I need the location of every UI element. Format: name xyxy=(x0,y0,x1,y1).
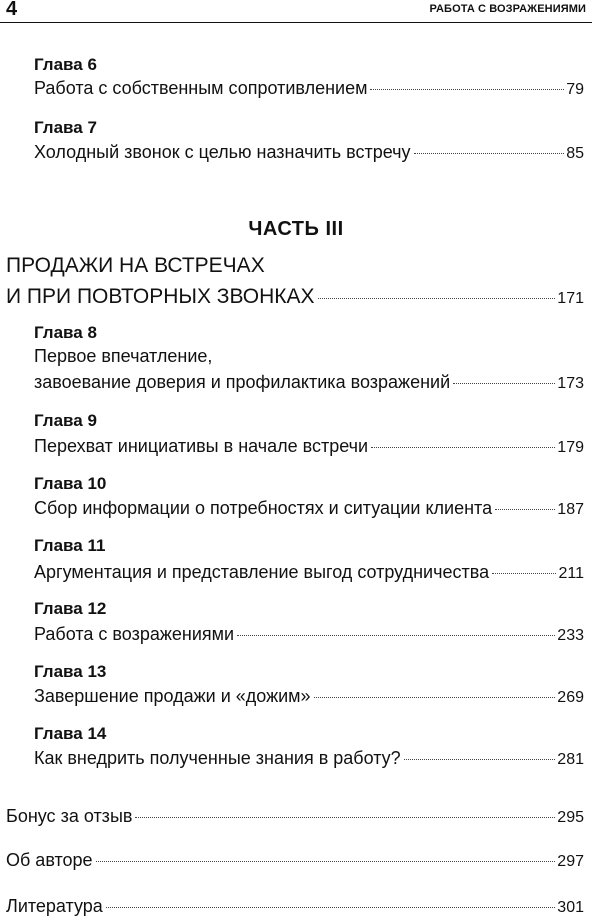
dot-leader xyxy=(314,697,556,698)
chapter-label: Глава 12 xyxy=(34,599,107,618)
toc-entry-title: Аргументация и представление выгод сотрудничества xyxy=(34,562,490,582)
dot-leader xyxy=(237,635,555,636)
toc-entry-page: 297 xyxy=(557,853,584,870)
dot-leader xyxy=(371,447,555,448)
part-label: ЧАСТЬ III xyxy=(248,218,344,240)
toc-entry-title: Перехват инициативы в начале встречи xyxy=(34,436,369,456)
toc-entry-back-matter[interactable] xyxy=(6,850,584,871)
toc-entry[interactable] xyxy=(34,562,584,583)
toc-entry-title: Холодный звонок с целью назначить встречу xyxy=(34,142,411,162)
toc-entry-page: 179 xyxy=(557,439,584,456)
toc-entry-page: 233 xyxy=(557,627,584,644)
toc-entry-title: Работа с собственным сопротивлением xyxy=(34,78,368,98)
toc-entry-title: Бонус за отзыв xyxy=(6,806,133,826)
toc-entry-page: 281 xyxy=(557,751,584,768)
toc-entry-title: завоевание доверия и профилактика возражений xyxy=(34,372,451,392)
dot-leader xyxy=(492,573,556,574)
toc-entry-page: 79 xyxy=(566,81,584,98)
toc-entry-page: 173 xyxy=(557,375,584,392)
toc-entry-page: 269 xyxy=(557,689,584,706)
chapter-label: Глава 9 xyxy=(34,411,97,430)
toc-entry-page: 211 xyxy=(558,565,584,582)
dot-leader xyxy=(370,89,564,90)
toc-entry-title: Как внедрить полученные знания в работу? xyxy=(34,748,401,768)
toc-entry-page: 85 xyxy=(566,145,584,162)
dot-leader xyxy=(135,817,555,818)
toc-entry-title: И ПРИ ПОВТОРНЫХ ЗВОНКАХ xyxy=(6,285,315,308)
page-number: 4 xyxy=(6,0,18,20)
toc-entry-title: Литература xyxy=(6,896,103,916)
toc-entry-back-matter[interactable] xyxy=(6,896,584,917)
chapter-label: Глава 6 xyxy=(34,55,97,74)
dot-leader xyxy=(495,509,555,510)
toc-entry-page: 301 xyxy=(557,899,584,916)
toc-entry[interactable] xyxy=(34,372,584,393)
chapter-label: Глава 10 xyxy=(34,474,107,493)
chapter-label: Глава 8 xyxy=(34,323,97,342)
dot-leader xyxy=(404,759,556,760)
dot-leader xyxy=(106,907,555,908)
chapter-label: Глава 13 xyxy=(34,662,107,681)
toc-entry-title: Завершение продажи и «дожим» xyxy=(34,686,311,706)
dot-leader xyxy=(318,298,556,299)
dot-leader xyxy=(414,153,565,154)
toc-entry[interactable] xyxy=(34,498,584,519)
toc-entry[interactable] xyxy=(34,748,584,769)
header-rule xyxy=(0,22,592,23)
toc-entry[interactable] xyxy=(34,686,584,707)
toc-entry-title: Об авторе xyxy=(6,850,93,870)
toc-entry[interactable] xyxy=(34,78,584,99)
chapter-label: Глава 14 xyxy=(34,724,107,743)
part-title-line: ПРОДАЖИ НА ВСТРЕЧАХ xyxy=(6,254,265,277)
toc-entry-page: 187 xyxy=(557,501,584,518)
chapter-label: Глава 11 xyxy=(34,536,106,555)
toc-entry[interactable] xyxy=(34,624,584,645)
toc-entry-part[interactable] xyxy=(6,285,584,309)
dot-leader xyxy=(453,383,555,384)
toc-entry-back-matter[interactable] xyxy=(6,806,584,827)
toc-entry[interactable] xyxy=(34,142,584,163)
toc-entry-title: Работа с возражениями xyxy=(34,624,235,644)
page-header xyxy=(0,0,592,24)
toc-entry-page: 295 xyxy=(557,809,584,826)
running-title: РАБОТА С ВОЗРАЖЕНИЯМИ xyxy=(429,3,586,15)
toc-entry-title: Сбор информации о потребностях и ситуации клиента xyxy=(34,498,493,518)
toc-entry-page: 171 xyxy=(557,290,584,307)
chapter-label: Глава 7 xyxy=(34,118,97,137)
toc-entry-title-line: Первое впечатление, xyxy=(34,346,213,366)
toc-entry[interactable] xyxy=(34,436,584,457)
dot-leader xyxy=(96,861,556,862)
